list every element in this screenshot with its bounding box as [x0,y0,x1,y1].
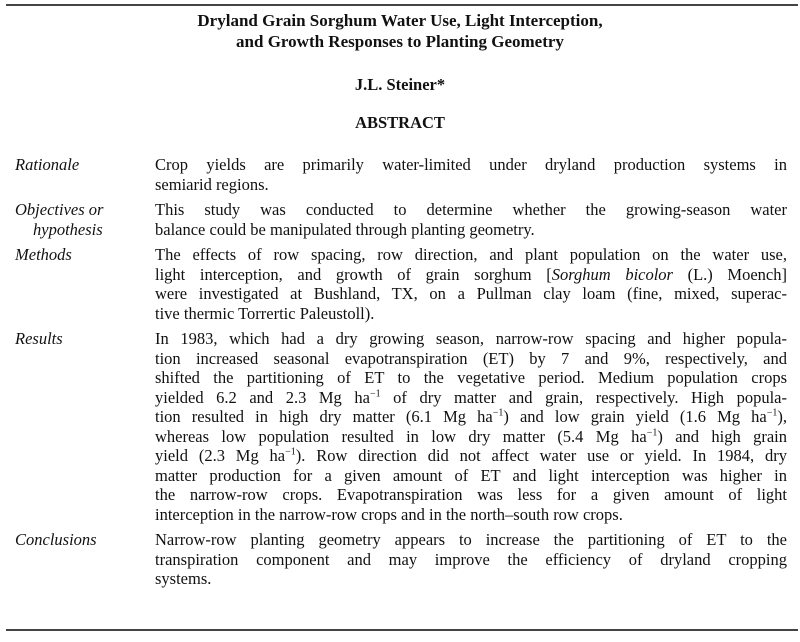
text-line: matter production for a given amount of ET and light interception was higher in [155,465,787,485]
top-rule [6,4,798,6]
text-line: tive thermic Torrertic Paleustoll). [155,303,375,323]
text-line: yield (2.3 Mg $ha^{-1}$). Row direction did not affect water use or yield. In 1984, dry [155,446,788,465]
section-label-objectives: Objectives or hypothesis [15,200,104,239]
text-line: interception in the narrow-row crops and in the north–south row crops. [155,504,623,524]
section-label-methods: Methods [15,245,72,264]
section-methods [15,245,787,323]
text-line: whereas low population resulted in low dry matter (5.4 Mg $ha^{-1}$) and high grain [155,426,788,446]
text-line: This study was conducted to determine whether the growing-season water [155,200,787,219]
section-text-methods [155,245,787,323]
text-line: light interception, and growth of grain sorghum [Sorghum bicolor (L.) Moench] [155,264,787,284]
section-text-rationale [155,155,787,194]
section-text-conclusions [155,530,787,589]
text-line: transpiration component and may improve the efficiency of dryland cropping [155,549,787,569]
text-line: yielded 6.2 and 2.3 Mg $ha^{-1}$ of dry matter and grain, respectively. High popula- [155,387,787,407]
abstract-heading: ABSTRACT [355,113,445,132]
text-line: Narrow-row planting geometry appears to increase the partitioning of ET to the [155,530,787,549]
text-line: were investigated at Bushland, TX, on a Pullman clay loam (fine, mixed, superac- [155,284,787,303]
section-label-results: Results [15,329,63,348]
section-label-conclusions: Conclusions [15,530,97,549]
abstract-sections [15,155,787,595]
text-line: the narrow-row crops. Evapotranspiration was less for a given amount of light [155,485,787,504]
text-line: semiarid regions. [155,174,269,194]
text-line: balance could be manipulated through planting geometry. [155,219,535,239]
text-line: shifted the partitioning of ET to the vegetative period. Medium population crops [155,368,787,387]
section-text-results [155,329,787,524]
section-text-objectives [155,200,787,239]
section-results [15,329,787,524]
bottom-rule [6,629,798,631]
section-label-rationale: Rationale [15,155,80,174]
text-line: In 1983, which had a dry growing season, narrow-row spacing and higher popula- [155,329,787,348]
text-line: Crop yields are primarily water-limited under dryland production systems in [155,155,787,174]
text-line: tion resulted in high dry matter (6.1 Mg $ha^{-1}$) and low grain yield (1.6 Mg $ha^{-1}$), [155,407,788,426]
species-name: Sorghum bicolor [551,264,673,284]
text-line: tion increased seasonal evapotranspiration (ET) by 7 and 9%, respectively, and [155,348,787,368]
section-objectives [15,200,787,239]
text-line: systems. [155,569,212,588]
title-line-2: and Growth Responses to Planting Geometry [236,32,564,51]
section-rationale [15,155,787,194]
title-line-1: Dryland Grain Sorghum Water Use, Light Interception, [197,11,603,30]
author-name: J.L. Steiner* [354,75,446,94]
text-line: The effects of row spacing, row direction, and plant population on the water use, [155,245,787,264]
section-conclusions [15,530,787,589]
paper-title [0,10,800,52]
